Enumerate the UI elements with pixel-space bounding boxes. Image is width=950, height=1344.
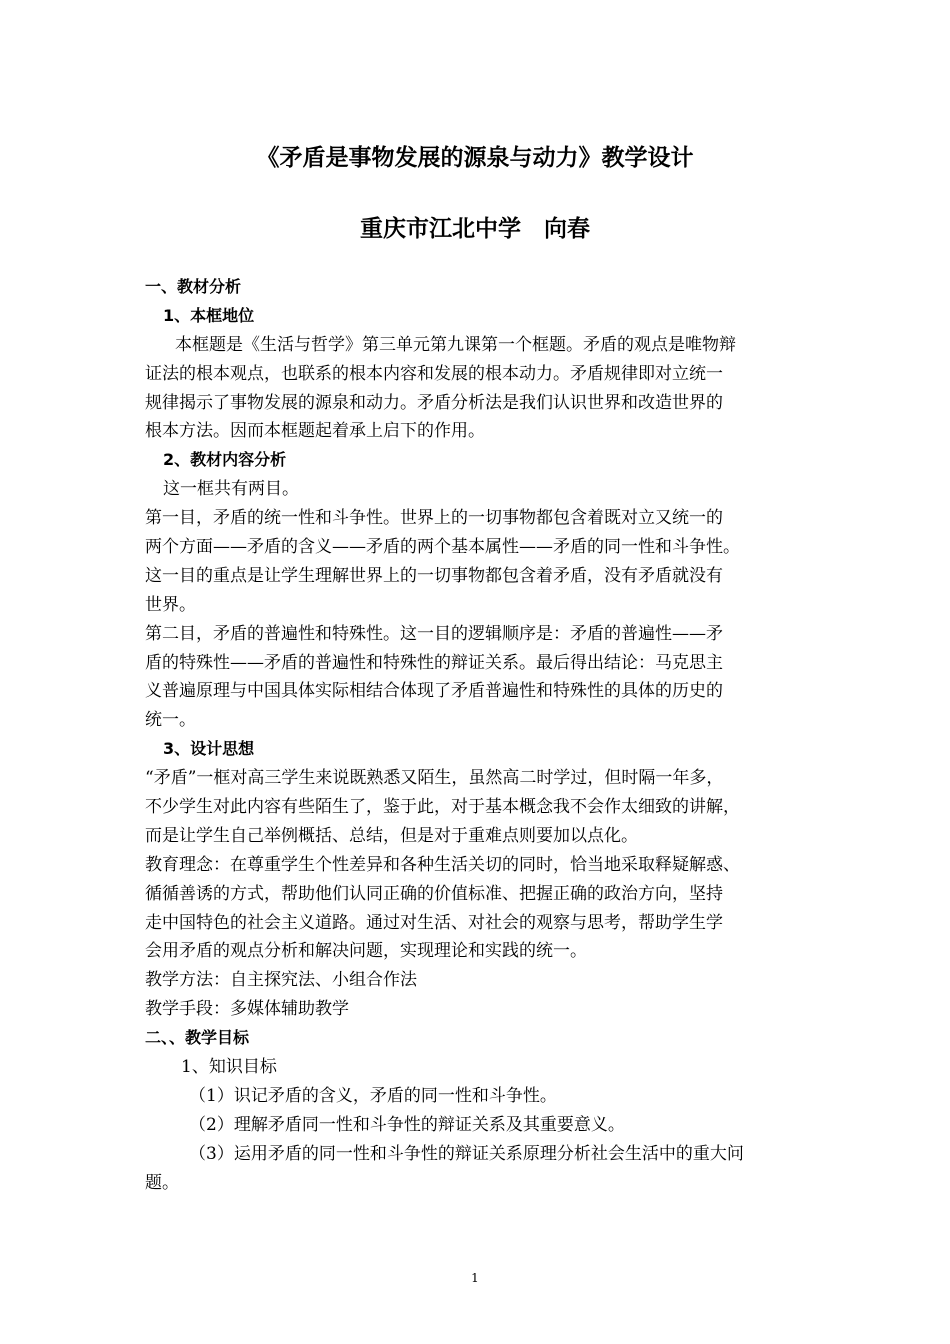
paragraph-line: 根本方法。因而本框题起着承上启下的作用。 xyxy=(145,421,485,442)
subheading-knowledge-goals: 1、知识目标 xyxy=(181,1057,277,1078)
goal-item: （1）识记矛盾的含义，矛盾的同一性和斗争性。 xyxy=(189,1085,557,1106)
subheading-position: 1、本框地位 xyxy=(163,305,255,325)
paragraph-line: 循循善诱的方式，帮助他们认同正确的价值标准、把握正确的政治方向，坚持 xyxy=(145,883,723,904)
document-body xyxy=(145,273,810,1198)
paragraph-line: 统一。 xyxy=(145,710,196,731)
paragraph-line: 走中国特色的社会主义道路。通过对生活、对社会的观察与思考，帮助学生学 xyxy=(145,912,723,933)
author-line: 重庆市江北中学 向春 xyxy=(360,216,590,242)
paragraph-line: 本框题是《生活与哲学》第三单元第九课第一个框题。矛盾的观点是唯物辩 xyxy=(175,334,736,355)
paragraph-line: 义普遍原理与中国具体实际相结合体现了矛盾普遍性和特殊性的具体的历史的 xyxy=(145,681,723,702)
paragraph-line: 不少学生对此内容有些陌生了，鉴于此，对于基本概念我不会作太细致的讲解， xyxy=(145,797,740,818)
paragraph-line: 第二目，矛盾的普遍性和特殊性。这一目的逻辑顺序是：矛盾的普遍性——矛 xyxy=(145,623,723,644)
paragraph-line: 规律揭示了事物发展的源泉和动力。矛盾分析法是我们认识世界和改造世界的 xyxy=(145,392,723,413)
paragraph-line: 证法的根本观点，也联系的根本内容和发展的根本动力。矛盾规律即对立统一 xyxy=(145,363,723,384)
section-heading-teaching-goals: 二、、教学目标 xyxy=(145,1028,250,1048)
paragraph-line: 这一框共有两目。 xyxy=(163,479,299,500)
paragraph-line: “矛盾”一框对高三学生来说既熟悉又陌生，虽然高二时学过，但时隔一年多， xyxy=(145,768,724,789)
paragraph-line: 教学方法：自主探究法、小组合作法 xyxy=(145,970,417,991)
subheading-content-analysis: 2、教材内容分析 xyxy=(163,450,287,470)
goal-item-continuation: 题。 xyxy=(145,1172,179,1193)
paragraph-line: 这一目的重点是让学生理解世界上的一切事物都包含着矛盾，没有矛盾就没有 xyxy=(145,565,723,586)
section-heading-textbook-analysis: 一、教材分析 xyxy=(145,277,242,296)
document-title: 《矛盾是事物发展的源泉与动力》教学设计 xyxy=(256,145,694,171)
paragraph-line: 教育理念：在尊重学生个性差异和各种生活关切的同时，恰当地采取释疑解惑、 xyxy=(145,854,740,875)
paragraph-line: 两个方面——矛盾的含义——矛盾的两个基本属性——矛盾的同一性和斗争性。 xyxy=(145,537,740,558)
paragraph-line: 而是让学生自己举例概括、总结，但是对于重难点则要加以点化。 xyxy=(145,825,638,846)
paragraph-line: 会用矛盾的观点分析和解决问题，实现理论和实践的统一。 xyxy=(145,941,587,962)
goal-item: （2）理解矛盾同一性和斗争性的辩证关系及其重要意义。 xyxy=(189,1114,625,1135)
paragraph-line: 第一目，矛盾的统一性和斗争性。世界上的一切事物都包含着既对立又统一的 xyxy=(145,508,723,529)
subheading-design-idea: 3、设计思想 xyxy=(163,739,255,759)
paragraph-line: 世界。 xyxy=(145,594,196,615)
goal-item: （3）运用矛盾的同一性和斗争性的辩证关系原理分析社会生活中的重大问 xyxy=(189,1143,744,1164)
paragraph-line: 盾的特殊性——矛盾的普遍性和特殊性的辩证关系。最后得出结论：马克思主 xyxy=(145,652,723,673)
paragraph-line: 教学手段：多媒体辅助教学 xyxy=(145,999,349,1020)
page-number: 1 xyxy=(471,1271,479,1285)
